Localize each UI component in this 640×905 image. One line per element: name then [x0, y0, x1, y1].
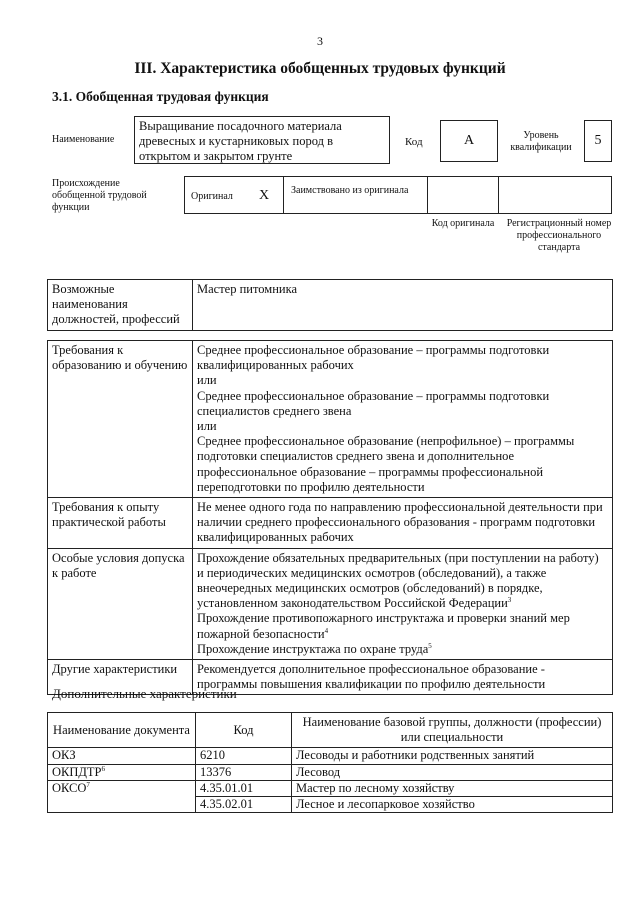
doc-group-name: Лесное и лесопарковое хозяйство: [292, 797, 613, 813]
reg-number-label: Регистрационный номер профессионального стандарта: [506, 218, 612, 253]
function-name-box: [134, 116, 390, 164]
page-number: 3: [317, 34, 323, 48]
borrowed-label: Заимствовано из оригинала: [291, 185, 409, 196]
table-row: [48, 748, 613, 764]
additional-title: Дополнительные характеристики: [52, 686, 237, 701]
header-doc: Наименование документа: [48, 713, 196, 748]
additional-table: [47, 712, 613, 813]
name-label: Наименование: [52, 134, 115, 145]
requirement-line: Не менее одного года по направлению профессиональной деятельности при наличии среднего профессионального образования - программ подготовки квалифицированных рабочих: [197, 500, 603, 545]
requirements-table: [47, 340, 613, 695]
original-mark: X: [259, 188, 270, 203]
requirement-line: Прохождение противопожарного инструктажа и проверки знаний мер пожарной безопасности: [197, 611, 570, 641]
doc-name: ОКЗ: [52, 748, 76, 763]
requirement-education: [48, 341, 613, 498]
doc-code: 6210: [196, 748, 292, 764]
doc-code: 4.35.02.01: [196, 797, 292, 813]
positions-row: [48, 280, 613, 331]
requirement-label: Особые условия допуска к работе: [48, 548, 193, 659]
doc-name: ОКПДТР: [52, 764, 102, 779]
positions-value: Мастер питомника: [193, 280, 613, 331]
footnote-ref: 3: [507, 596, 512, 605]
subsection-title: 3.1. Обобщенная трудовая функция: [52, 89, 269, 104]
footnote-ref: 7: [86, 780, 90, 789]
requirement-line: Прохождение обязательных предварительных (при поступлении на работу) и периодических медицинских осмотров (обследований), а также внеочередных медицинских осмотров (обследований) в порядке, установленном законодательством Российской Федерации: [197, 550, 599, 611]
level-value: 5: [594, 133, 602, 148]
footnote-ref: 4: [324, 626, 329, 635]
doc-code: 13376: [196, 764, 292, 780]
section-title: III. Характеристика обобщенных трудовых функций: [134, 60, 506, 77]
footnote-ref: 5: [428, 641, 432, 650]
code-original-label: Код оригинала: [431, 218, 495, 229]
header-name: Наименование базовой группы, должности (профессии) или специальности: [292, 713, 613, 748]
requirement-label: Требования к опыту практической работы: [48, 498, 193, 549]
footnote-ref: 6: [101, 764, 106, 773]
original-label: Оригинал: [191, 191, 233, 202]
origin-label: Происхождение обобщенной трудовой функции: [52, 178, 147, 213]
table-row: [48, 780, 613, 796]
requirement-line: Рекомендуется дополнительное профессиональное образование - программы повышения квалификации по профилю деятельности: [197, 662, 546, 692]
level-label: Уровень квалификации: [510, 130, 572, 153]
requirement-line: или: [197, 419, 217, 434]
doc-name: ОКСО: [52, 780, 87, 795]
requirement-line: Среднее профессиональное образование – программы подготовки специалистов среднего звена: [197, 388, 550, 418]
doc-code: 4.35.01.01: [196, 780, 292, 796]
code-label: Код: [405, 136, 423, 148]
additional-header-row: [48, 713, 613, 748]
requirement-label: Другие характеристики: [48, 660, 193, 695]
requirement-line: Прохождение инструктажа по охране труда: [197, 641, 429, 656]
requirement-label: Требования к образованию и обучению: [48, 341, 193, 498]
requirement-line: Среднее профессиональное образование (непрофильное) – программы подготовки специалистов среднего звена и дополнительное профессиональное образование – программы профессиональной переподготовки по профилю деятельности: [197, 434, 575, 494]
requirement-line: Среднее профессиональное образование – программы подготовки квалифицированных рабочих: [197, 343, 550, 373]
requirement-special-conditions: [48, 548, 613, 659]
doc-group-name: Мастер по лесному хозяйству: [292, 780, 613, 796]
origin-box: [184, 176, 612, 214]
header-code: Код: [196, 713, 292, 748]
positions-table: [47, 279, 613, 331]
level-box: [584, 120, 612, 162]
code-box: [440, 120, 498, 162]
doc-group-name: Лесовод: [292, 764, 613, 780]
code-value: A: [463, 133, 475, 148]
positions-label: Возможные наименования должностей, профессий: [48, 280, 193, 331]
doc-group-name: Лесоводы и работники родственных занятий: [292, 748, 613, 764]
function-name: Выращивание посадочного материала древесных и кустарниковых пород в открытом и закрытом грунте: [139, 119, 342, 163]
requirement-line: или: [197, 373, 217, 388]
table-row: [48, 764, 613, 780]
requirement-experience: [48, 498, 613, 549]
